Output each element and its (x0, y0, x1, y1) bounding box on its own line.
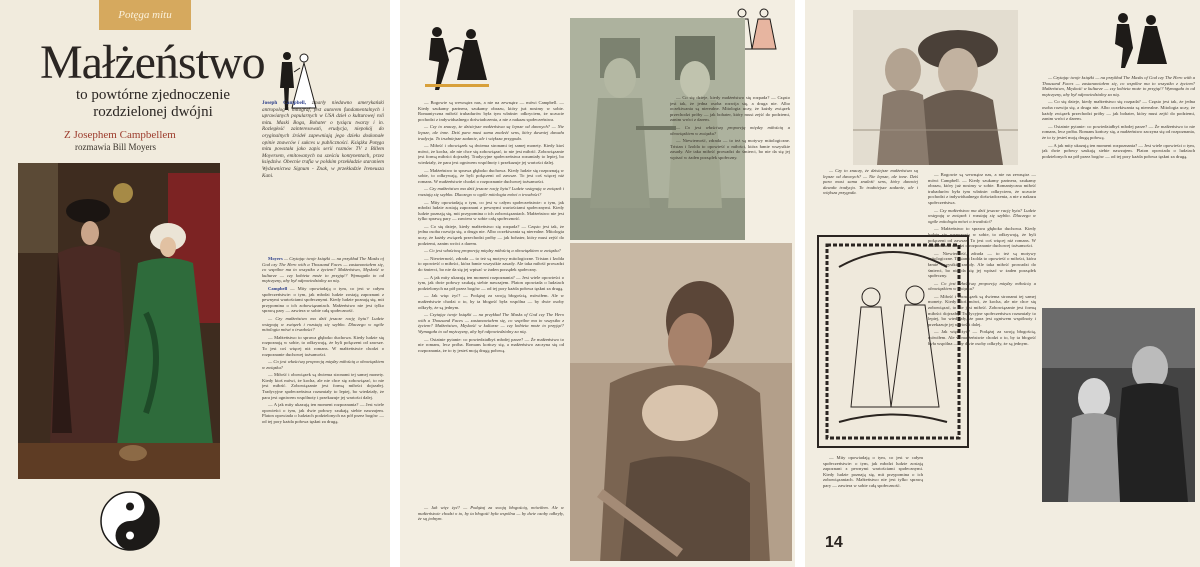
dialogue-column-1: Moyers — Czytając twoje książki — na przykład The Masks of God czy The Hero with a Thousand Faces — zastanawiałem się, co wspólne ma to wszystko z życiem? Małżeństwo, Męskość w kulturze — czy kobieta może to przyjąć? Wymagała to od mężczyzny, aby był odpowiedzialny za nią. Campbell — Mity opowiadają o tym, co jest w całym społeczeństwie: o tym, jak młodzi ludzie zostają zapoznani z pewnymi wartościami społecznymi. Kiedy ludzie poznają się, mit przypomina o ich zobowiązaniach. Małżeństwo nie jest tylko sprawą pary — zawiera w sobie całą społeczność. — Czy małżeństwo ma dziś jeszcze rację bytu? Ludzie wstępują w związek i rozstają się szybko. Dlaczego w ogóle mitologia mówi o trwałości? — Małżeństwo to sprawa głęboko duchowa. Kiedy ludzie się rozpoznają w sobie, to odkrywają, że byli połączeni od zawsze. To jest coś więcej niż romans. W małżeństwie chodzi o rozpoznanie duchowej tożsamości. — Co jest właściwą proporcją między miłością a obowiązkiem w związku? — Miłość i obowiązek są dwiema stronami tej samej monety. Kiedy ktoś mówi, że kocha, ale nie chce się zobowiązać, to nie jest miłość. Zobowiązanie jest formą miłości dojrzałej. Tradycyjne społeczeństwa rozumiały to lepiej, bo wiedziały, że para jest ogniwem wspólnoty i przekazuje jej wartości dalej. — A jak mity ukazują ten moment rozpoznania? — Jest wiele opowieści o tym, jak dwie połowy szukają siebie nawzajem. Platon opowiada o ludziach podzielonych na pół przez bogów — od tej pory każda połowa tęskni za drugą. (262, 256, 384, 425)
dialogue-column-3: — Co się dzieje, kiedy małżeństwo się rozpada? — Często jest tak, że jedna osoba rozwija się, a druga nie. Albo oczekiwania są nierealne. Mitologia uczy, że każdy związek przechodzi próby — jak bohater, który musi zejść do podziemi, zanim wróci z darem. — Co jest właściwą proporcją między miłością a obowiązkiem w związku? — Niewierność, zdrada — to też są motywy mitologiczne. Tristan i Izolda to opowieść o miłości, która łamie wszystkie zasady. Ale taka miłość prowadzi do śmierci, bo nie da się jej wpisać w żaden porządek społeczny. (670, 95, 790, 160)
series-tag: Potęga mitu (99, 0, 191, 30)
dialogue-column-8: — Bogowie są wewnątrz nas, a nie na zewnątrz — mówi Campbell. — Kiedy szukamy partnera, szukamy obrazu, który już nosimy w sobie. Romantyczna miłość trubadurów była tym właśnie: odkryciem, że uczucie pochodzi z indywidualnego doświadczenia, a nie z nakazu społeczeństwa. — Czy małżeństwo ma dziś jeszcze rację bytu? Ludzie wstępują w związek i rozstają się szybko. Dlaczego w ogóle mitologia mówi o trwałości? — Małżeństwo to sprawa głęboko duchowa. Kiedy ludzie się rozpoznają w sobie, to odkrywają, że byli połączeni od zawsze. To jest coś więcej niż romans. W małżeństwie chodzi o rozpoznanie duchowej tożsamości. — Niewierność, zdrada — to też są motywy mitologiczne. Tristan i Izolda to opowieść o miłości, która łamie wszystkie zasady. Ale taka miłość prowadzi do śmierci, bo nie da się jej wpisać w żaden porządek społeczny. — Co jest właściwą proporcją między miłością a obowiązkiem w związku? — Miłość i obowiązek są dwiema stronami tej samej monety. Kiedy ktoś mówi, że kocha, ale nie chce się zobowiązać, to nie jest miłość. Zobowiązanie jest formą miłości dojrzałej. Tradycyjne społeczeństwa rozumiały to lepiej, bo wiedziały, że para jest ogniwem wspólnoty i przekazuje jej wartości dalej. — Jak więc żyć? — Podążaj za swoją błogością, mówiłem. Ale w małżeństwie chodzi o to, by ta błogość była wspólna — by dwie osoby odkryły, że są jednym. (928, 172, 1036, 346)
page-middle (400, 0, 795, 567)
article-subtitle-2: rozdzielonej dwójni (93, 104, 213, 120)
dialogue-column-2: — Bogowie są wewnątrz nas, a nie na zewnątrz — mówi Campbell. — Kiedy szukamy partnera, szukamy obrazu, który już nosimy w sobie. Romantyczna miłość trubadurów była tym właśnie: odkryciem, że uczucie pochodzi z indywidualnego doświadczenia, a nie z nakazu społeczeństwa. — Czy to znaczy, że dzisiejsze małżeństwa są lepsze od dawnych? — Nie lepsze, ale inne. Dziś para musi sama znaleźć sens, który dawniej dawała tradycja. To trudniejsze zadanie, ale i większa przygoda. — Miłość i obowiązek są dwiema stronami tej samej monety. Kiedy ktoś mówi, że kocha, ale nie chce się zobowiązać, to nie jest miłość. Zobowiązanie jest formą miłości dojrzałej. Tradycyjne społeczeństwa rozumiały to lepiej, bo wiedziały, że para jest ogniwem wspólnoty i przekazuje jej wartości dalej. — Małżeństwo to sprawa głęboko duchowa. Kiedy ludzie się rozpoznają w sobie, to odkrywają, że byli połączeni od zawsze. To jest coś więcej niż romans. W małżeństwie chodzi o rozpoznanie duchowej tożsamości. — Czy małżeństwo ma dziś jeszcze rację bytu? Ludzie wstępują w związek i rozstają się szybko. Dlaczego w ogóle mitologia mówi o trwałości? — Mity opowiadają o tym, co jest w całym społeczeństwie: o tym, jak młodzi ludzie zostają zapoznani z pewnymi wartościami społecznymi. Kiedy ludzie poznają się, mit przypomina o ich zobowiązaniach. Małżeństwo nie jest tylko sprawą pary — zawiera w sobie całą społeczność. — Co się dzieje, kiedy małżeństwo się rozpada? — Często jest tak, że jedna osoba rozwija się, a druga nie. Albo oczekiwania są nierealne. Mitologia uczy, że każdy związek przechodzi próby — jak bohater, który musi zejść do podziemi, zanim wróci z darem. — Co jest właściwą proporcją między miłością a obowiązkiem w związku? — Niewierność, zdrada — to też są motywy mitologiczne. Tristan i Izolda to opowieść o miłości, która łamie wszystkie zasady. Ale taka miłość prowadzi do śmierci, bo nie da się jej wpisać w żaden porządek społeczny. — A jak mity ukazują ten moment rozpoznania? — Jest wiele opowieści o tym, jak dwie połowy szukają siebie nawzajem. Platon opowiada o ludziach podzielonych na pół przez bogów — od tej pory każda połowa tęskni za drugą. — Jak więc żyć? — Podążaj za swoją błogością, mówiłem. Ale w małżeństwie chodzi o to, by ta błogość była wspólna — by dwie osoby odkryły, że są jednym. — Czytając twoje książki — na przykład The Masks of God czy The Hero with a Thousand Faces — zastanawiałem się, co wspólne ma to wszystko z życiem? Małżeństwo, Męskość w kulturze — czy kobieta może to przyjąć? Wymagała to od mężczyzny, aby był odpowiedzialny za nią. — Ostatnie pytanie: co powiedziałbyś młodej parze? — Że małżeństwo to nie romans, lecz próba. Romans kończy się, a małżeństwo zaczyna się od rozpoznania, że to ty jesteś moją drugą połową. (418, 100, 564, 353)
engraving-image (853, 10, 1018, 165)
dialogue-column-5: — Czy to znaczy, że dzisiejsze małżeństwa są lepsze od dawnych? — Nie lepsze, ale inne. Dziś para musi sama znaleźć sens, który dawniej dawała tradycja. To trudniejsze zadanie, ale i większa przygoda. (823, 168, 918, 196)
dialogue-column-10: — Mity opowiadają o tym, co jest w całym społeczeństwie: o tym, jak młodzi ludzie zostają zapoznani z pewnymi wartościami społecznymi. Kiedy ludzie poznają się, mit przypomina o ich zobowiązaniach. Małżeństwo nie jest tylko sprawą pary — zawiera w sobie całą społeczność. (823, 455, 923, 488)
intro-column (262, 100, 384, 250)
article-title: Małżeństwo (40, 36, 265, 89)
intro-name: Joseph Campbell, (262, 100, 307, 106)
dancing-silhouette-icon (1103, 10, 1173, 70)
with-line: Z Josephem Campbellem (64, 129, 176, 141)
dancing-couple-icon (415, 22, 495, 92)
page-number: 14 (825, 534, 843, 551)
yin-yang-icon (100, 491, 160, 551)
intro-body: zmarły niedawno amerykański antropolog i mitograf, jest autorem fundamentalnych i uprawianych popularnych w USA dzieł o kulturowej roli mitu. Maski Boga, Bohater o tysiącu twarzy i in. Rozległość zainteresowań, erudycja, niepokój do oryginalnych źródeł zapewniają jego dziełu doskonałe opinie znawców i sukces u publiczności. Książka Potęga mitu powstała jako zapis serii rozmów TV z Billem Moyersem, emitowanych na sześciu kontynentach, przez księdzów. Obecnie trafia w polskim przekładzie staraniem Wydawnictwa Signum - Znak, w przekładzie Ireneusza Kani. (262, 100, 384, 179)
article-subtitle-1: to powtórne zjednoczenie (75, 87, 231, 103)
dialogue-column-4: — Jak więc żyć? — Podążaj za swoją błogością, mówiłem. Ale w małżeństwie chodzi o to, by ta błogość była wspólna — by dwie osoby odkryły, że są jednym. (418, 505, 564, 522)
embrace-photo (570, 243, 792, 561)
page-left (0, 0, 390, 567)
film-still-photo (1042, 308, 1195, 502)
page-right (805, 0, 1200, 567)
arnolfini-painting (18, 163, 220, 479)
interviewer-line: rozmawia Bill Moyers (75, 142, 156, 152)
dialogue-column-9: — Czytając twoje książki — na przykład The Masks of God czy The Hero with a Thousand Faces — zastanawiałem się, co wspólne ma to wszystko z życiem? Małżeństwo, Męskość w kulturze — czy kobieta może to przyjąć? Wymagała to od mężczyzny, aby był odpowiedzialny za nią. — Co się dzieje, kiedy małżeństwo się rozpada? — Często jest tak, że jedna osoba rozwija się, a druga nie. Albo oczekiwania są nierealne. Mitologia uczy, że każdy związek przechodzi próby — jak bohater, który musi zejść do podziemi, zanim wróci z darem. — Ostatnie pytanie: co powiedziałbyś młodej parze? — Że małżeństwo to nie romans, lecz próba. Romans kończy się, a małżeństwo zaczyna się od rozpoznania, że to ty jesteś moją drugą połową. — A jak mity ukazują ten moment rozpoznania? — Jest wiele opowieści o tym, jak dwie połowy szukają siebie nawzajem. Platon opowiada o ludziach podzielonych na pół przez bogów — od tej pory każda połowa tęskni za drugą. (1042, 75, 1195, 159)
